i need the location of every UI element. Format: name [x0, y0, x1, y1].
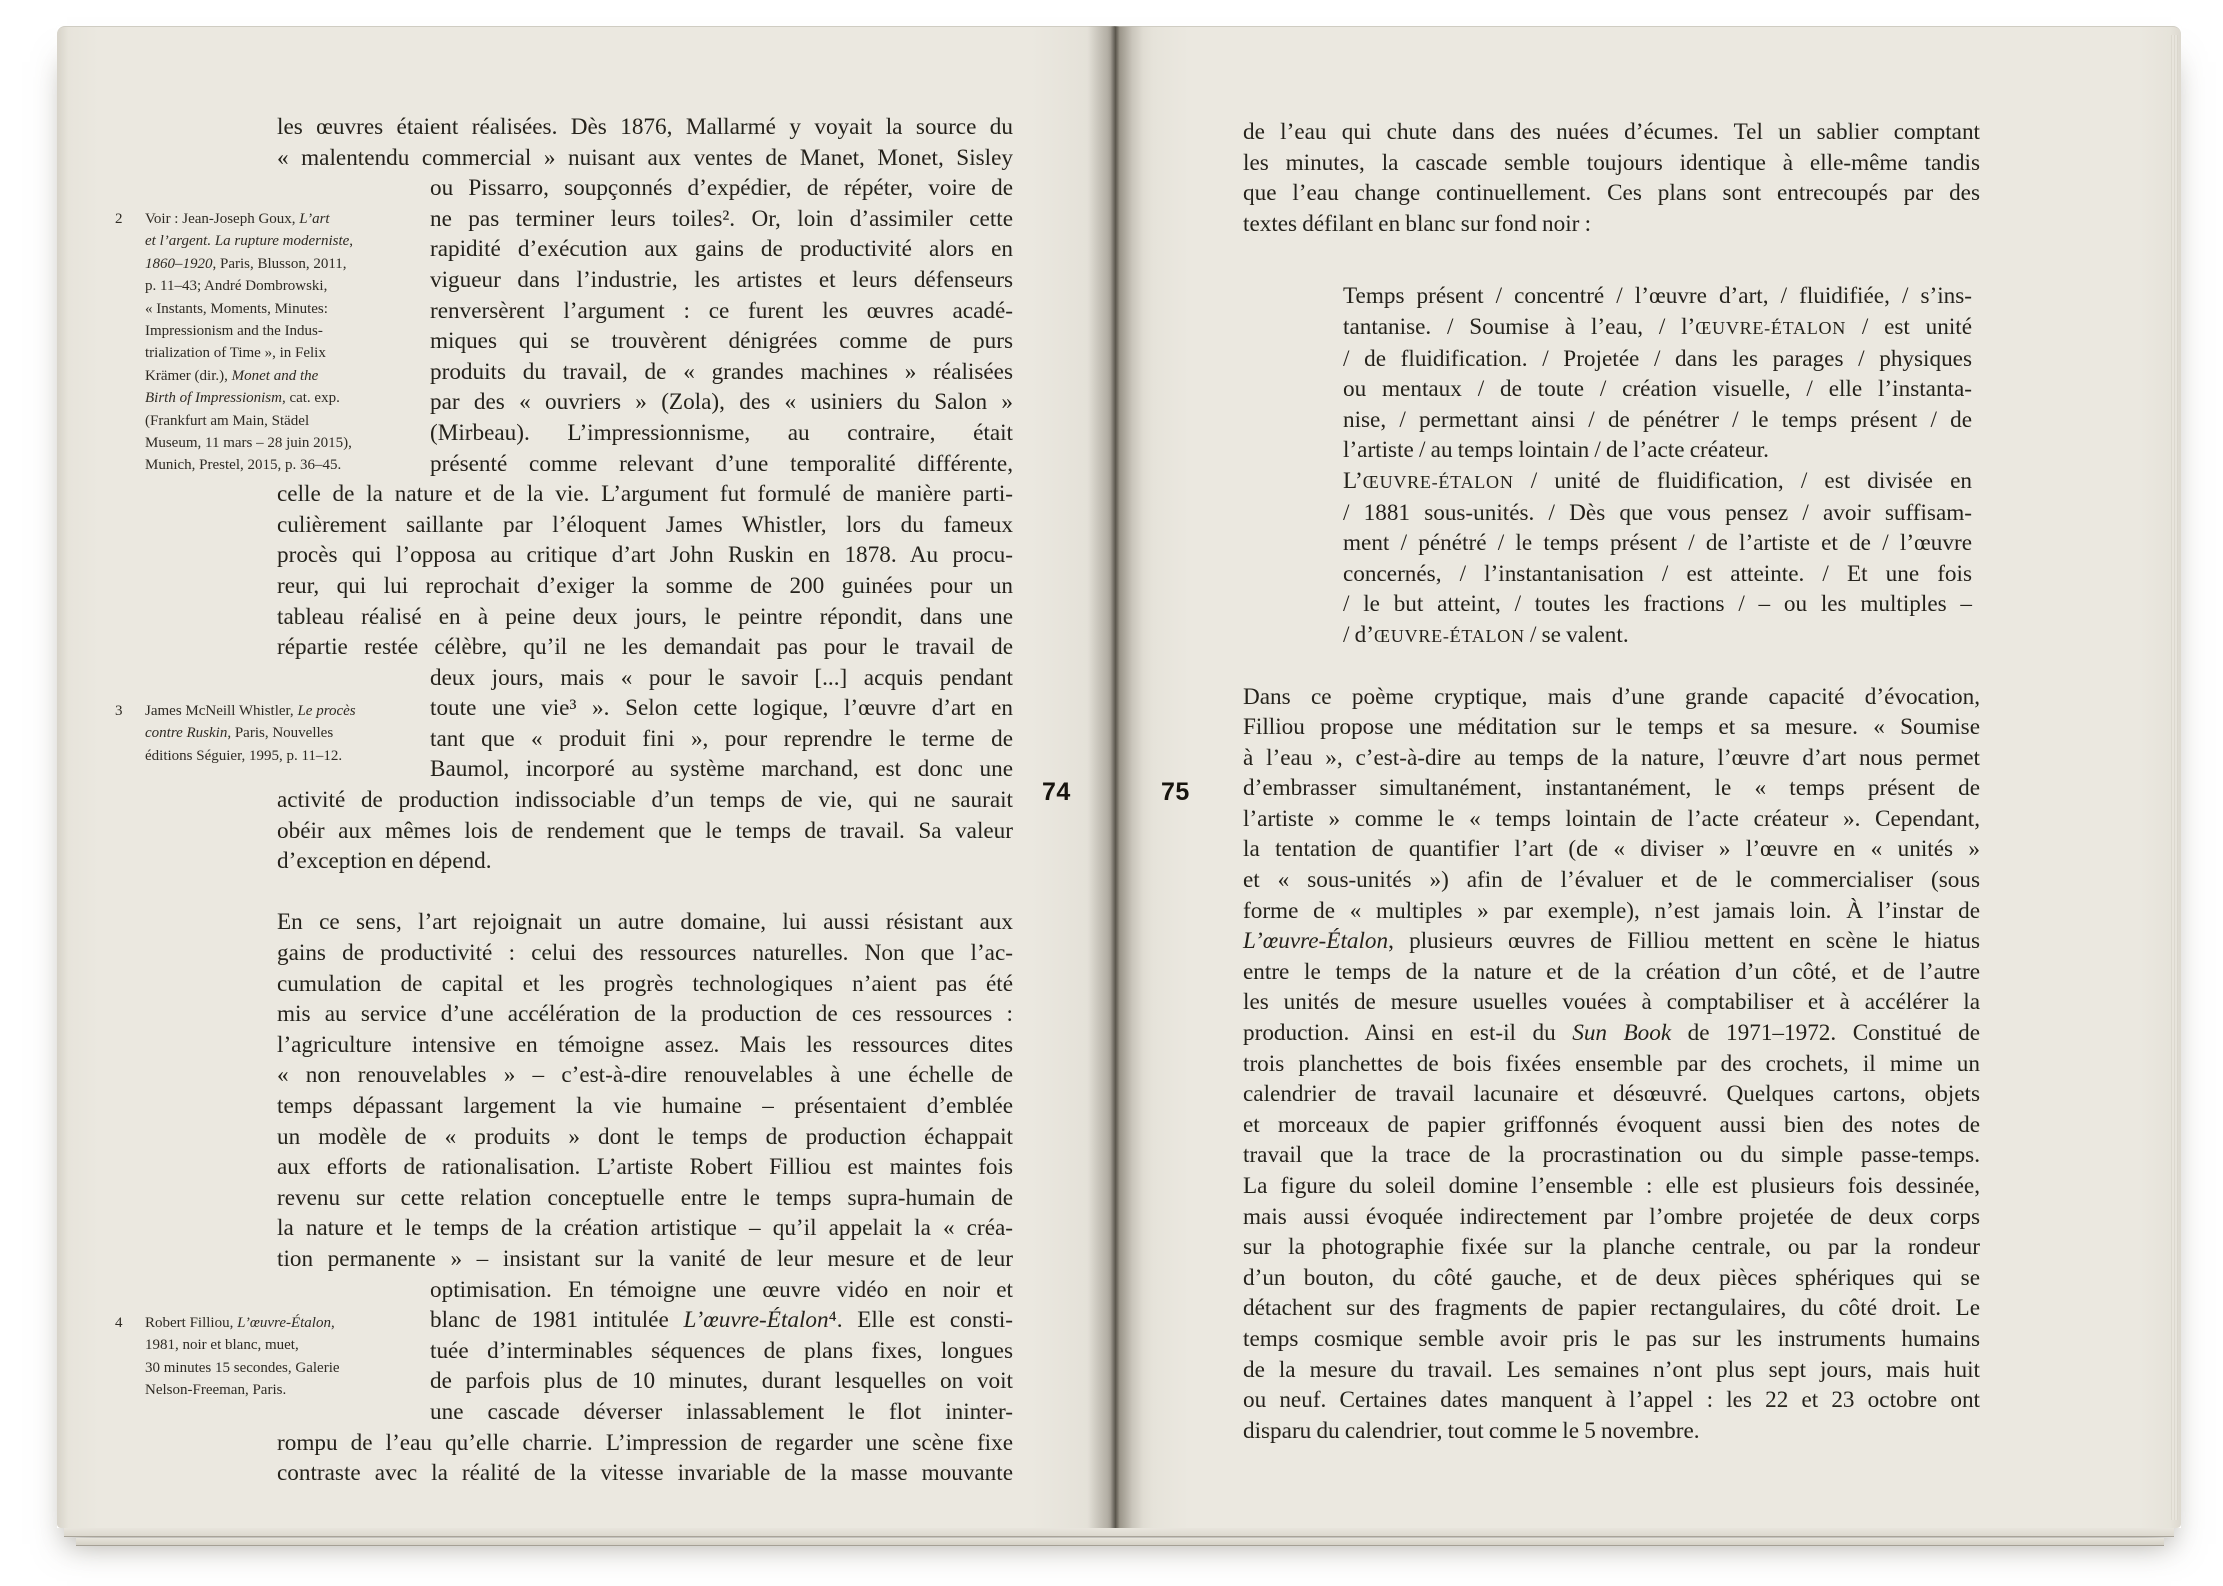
text-line: / d’ŒUVRE-ÉTALON / se valent. — [1343, 621, 1629, 648]
text-line: ou neuf. Certaines dates manquent à l’appel : les 22 et 23 octobre ont — [1243, 1387, 1980, 1414]
text-line: nise, / permettant ainsi / de pénétrer / le temps présent / de — [1343, 406, 1972, 433]
body-paragraph — [1243, 682, 1980, 1447]
text-line: mais aussi évoquée indirectement par l’ombre projetée de deux corps — [1243, 1203, 1980, 1230]
text-line: d’exception en dépend. — [277, 848, 492, 875]
text-line: mis au service d’une accélération de la production de ces ressources : — [277, 1001, 1013, 1028]
text-line: miques qui se trouvèrent dénigrées comme de purs — [430, 328, 1013, 355]
margin-note-2 — [115, 208, 405, 477]
text-line: aux efforts de rationalisation. L’artiste Robert Filliou est maintes fois — [277, 1154, 1013, 1181]
text-line: Voir : Jean-Joseph Goux, L’art — [145, 211, 330, 227]
note-number: 2 — [115, 211, 123, 227]
text-line: une cascade déverser inlassablement le flot ininter- — [430, 1398, 1013, 1425]
text-line: de la mesure du travail. Les semaines n’ont plus sept jours, mais huit — [1243, 1356, 1980, 1383]
text-line: En ce sens, l’art rejoignait un autre domaine, lui aussi résistant aux — [277, 909, 1013, 936]
text-line: détachent sur des fragments de papier rectangulaires, du côté droit. Le — [1243, 1295, 1980, 1322]
text-line: l’artiste / au temps lointain / de l’acte créateur. — [1343, 437, 1769, 464]
text-line: toute une vie³ ». Selon cette logique, l’œuvre d’art en — [430, 695, 1013, 722]
text-line: La figure du soleil domine l’ensemble : elle est plusieurs fois dessinée, — [1243, 1173, 1980, 1199]
text-line: Krämer (dir.), Monet and the — [145, 367, 319, 384]
text-line: blanc de 1981 intitulée L’œuvre-Étalon⁴. Elle est consti- — [430, 1307, 1013, 1334]
text-line: entre le temps de la nature et de la création d’un côté, et de l’autre — [1243, 958, 1980, 985]
text-line: d’embrasser simultanément, instantanément, le « temps présent de — [1243, 775, 1980, 802]
body-paragraph — [1243, 117, 1980, 239]
text-line: présenté comme relevant d’une temporalité différente, — [430, 450, 1013, 477]
text-line: tion permanente » – insistant sur la vanité de leur mesure et de leur — [277, 1245, 1013, 1272]
text-line: Temps présent / concentré / l’œuvre d’art, / fluidifiée, / s’ins- — [1343, 283, 1972, 310]
text-line: activité de production indissociable d’un temps de vie, qui ne saurait — [277, 787, 1013, 814]
text-line: les œuvres étaient réalisées. Dès 1876, Mallarmé y voyait la source du — [277, 114, 1013, 140]
text-line: Robert Filliou, L’œuvre-Étalon, — [145, 1315, 335, 1331]
text-line: sur la photographie fixée sur la planche centrale, ou par la rondeur — [1243, 1234, 1980, 1261]
note-text — [145, 700, 405, 767]
block-quote — [1343, 281, 1972, 651]
text-line: Birth of Impressionism, cat. exp. — [145, 390, 340, 407]
text-line: la nature et le temps de la création artistique – qu’il appelait la « créa- — [277, 1215, 1013, 1242]
text-line: rompu de l’eau qu’elle charrie. L’impression de regarder une scène fixe — [277, 1429, 1013, 1456]
text-line: p. 11–43; André Dombrowski, — [145, 278, 328, 295]
text-line: trialization of Time », in Felix — [145, 345, 326, 362]
text-line: calendrier de travail lacunaire et désœuvré. Quelques cartons, objets — [1243, 1081, 1980, 1108]
text-line: « Instants, Moments, Minutes: — [145, 300, 328, 317]
text-line: celle de la nature et de la vie. L’argument fut formulé de manière parti- — [277, 481, 1013, 508]
text-line: Munich, Prestel, 2015, p. 36–45. — [145, 457, 342, 474]
text-line: produits du travail, de « grandes machines » réalisées — [430, 358, 1013, 385]
text-line: et l’argent. La rupture moderniste, — [145, 233, 354, 250]
text-line: contre Ruskin, Paris, Nouvelles — [145, 725, 334, 742]
text-line: Baumol, incorporé au système marchand, est donc une — [430, 756, 1013, 783]
text-line: tant que « produit fini », pour reprendre le terme de — [430, 725, 1013, 752]
text-line: (Frankfurt am Main, Städel — [145, 412, 310, 429]
text-line: tantanise. / Soumise à l’eau, / l’ŒUVRE-ÉTALON / est unité — [1343, 313, 1972, 340]
text-line: concernés, / l’instantanisation / est atteinte. / Et une fois — [1343, 560, 1972, 587]
text-line: gains de productivité : celui des ressources naturelles. Non que l’ac- — [277, 940, 1013, 967]
text-line: que l’eau change continuellement. Ces plans sont entrecoupés par des — [1243, 180, 1980, 207]
text-line: L’ŒUVRE-ÉTALON / unité de fluidification, / est divisée en — [1343, 467, 1972, 494]
text-line: 1981, noir et blanc, muet, — [145, 1337, 299, 1354]
text-line: répartie restée célèbre, qu’il ne les demandait pas pour le travail de — [277, 634, 1013, 661]
text-line: un modèle de « produits » dont le temps de production échappait — [277, 1123, 1013, 1150]
text-line: à l’eau », c’est-à-dire au temps de la nature, l’œuvre d’art nous permet — [1243, 744, 1980, 771]
text-line: de l’eau qui chute dans des nuées d’écumes. Tel un sablier comptant — [1243, 119, 1980, 145]
text-line: de parfois plus de 10 minutes, durant lesquelles on voit — [430, 1368, 1013, 1395]
text-line: tuée d’interminables séquences de plans fixes, longues — [430, 1337, 1013, 1364]
right-page-body — [1243, 117, 1980, 1446]
text-line: rapidité d’exécution aux gains de productivité alors en — [430, 236, 1013, 263]
text-line: Nelson-Freeman, Paris. — [145, 1382, 287, 1399]
page-edge-stack — [76, 1538, 2164, 1546]
text-line: renversèrent l’argument : ce furent les œuvres acadé- — [430, 297, 1013, 324]
text-line: procès qui l’opposa au critique d’art John Ruskin en 1878. Au procu- — [277, 542, 1013, 569]
text-line: l’agriculture intensive en témoigne assez. Mais les ressources dites — [277, 1031, 1013, 1058]
text-line: forme de « multiples » par exemple), n’est jamais loin. À l’instar de — [1243, 897, 1980, 924]
text-line: optimisation. En témoigne une œuvre vidéo en noir et — [430, 1276, 1013, 1303]
note-number: 3 — [115, 703, 123, 719]
note-text — [145, 1312, 405, 1402]
text-line: reur, qui lui reprochait d’exiger la somme de 200 guinées pour un — [277, 572, 1013, 599]
text-line: par des « ouvriers » (Zola), des « usiniers du Salon » — [430, 389, 1013, 416]
text-line: temps cosmique semble avoir pris le pas sur les instruments humains — [1243, 1325, 1980, 1352]
text-line: James McNeill Whistler, Le procès — [145, 703, 356, 719]
text-line: cumulation de capital et les progrès technologiques n’aient pas été — [277, 970, 1013, 997]
right-page — [1115, 26, 2181, 1528]
text-line: la tentation de quantifier l’art (de « diviser » l’œuvre en « unités » — [1243, 836, 1980, 863]
text-line: tableau réalisé en à peine deux jours, le peintre répondit, dans une — [277, 603, 1013, 630]
text-line: (Mirbeau). L’impressionnisme, au contraire, était — [430, 419, 1013, 446]
text-line: contraste avec la réalité de la vitesse invariable de la masse mouvante — [277, 1460, 1013, 1487]
text-line: Filliou propose une méditation sur le temps et sa mesure. « Soumise — [1243, 714, 1980, 741]
text-line: trois planchettes de bois fixées ensemble par des crochets, il mime un — [1243, 1050, 1980, 1077]
page-number-left: 74 — [1042, 778, 1071, 806]
text-line: 1860–1920, Paris, Blusson, 2011, — [145, 255, 347, 272]
text-line: et morceaux de papier griffonnés évoquent aussi bien des notes de — [1243, 1111, 1980, 1138]
margin-note-3 — [115, 700, 405, 767]
text-line: culièrement saillante par l’éloquent James Whistler, lors du fameux — [277, 511, 1013, 538]
text-line: les minutes, la cascade semble toujours identique à elle-même tandis — [1243, 149, 1980, 176]
text-line: Museum, 11 mars – 28 juin 2015), — [145, 435, 352, 452]
text-line: textes défilant en blanc sur fond noir : — [1243, 210, 1592, 237]
note-text — [145, 208, 405, 477]
book-spread — [57, 26, 2181, 1528]
text-line: vigueur dans l’industrie, les artistes et leurs défenseurs — [430, 266, 1013, 293]
text-line: éditions Séguier, 1995, p. 11–12. — [145, 747, 343, 764]
text-line: Dans ce poème cryptique, mais d’une grande capacité d’évocation, — [1243, 683, 1980, 710]
text-line: ment / pénétré / le temps présent / de l’artiste et de / l’œuvre — [1343, 530, 1972, 557]
text-line: ou mentaux / de toute / création visuelle, / elle l’instanta- — [1343, 376, 1972, 403]
text-line: production. Ainsi en est-il du Sun Book de 1971–1972. Constitué de — [1243, 1020, 1980, 1047]
text-line: deux jours, mais « pour le savoir [...] acquis pendant — [430, 664, 1013, 691]
text-line: et « sous-unités ») afin de l’évaluer et de le commercialiser (sous — [1243, 867, 1980, 894]
text-line: travail que la trace de la procrastination ou du simple passe-temps. — [1243, 1142, 1980, 1169]
page-number-right: 75 — [1161, 778, 1190, 806]
text-line: ne pas terminer leurs toiles². Or, loin d’assimiler cette — [430, 205, 1013, 232]
text-line: les unités de mesure usuelles vouées à comptabiliser et à accélérer la — [1243, 989, 1980, 1016]
text-line: / 1881 sous-unités. / Dès que vous pensez / avoir suffisam- — [1343, 499, 1972, 526]
text-line: / de fluidification. / Projetée / dans les parages / physiques — [1343, 345, 1972, 372]
text-line: Impressionism and the Indus- — [145, 323, 323, 340]
text-line: l’artiste » comme le « temps lointain de l’acte créateur ». Cependant, — [1243, 805, 1980, 832]
text-line: temps dépassant largement la vie humaine – présentaient d’emblée — [277, 1093, 1013, 1119]
text-line: revenu sur cette relation conceptuelle entre le temps supra-humain de — [277, 1184, 1013, 1211]
page-edge-stack — [64, 1528, 2174, 1537]
text-line: disparu du calendrier, tout comme le 5 novembre. — [1243, 1417, 1700, 1444]
text-line: « non renouvelables » – c’est-à-dire renouvelables à une échelle de — [277, 1062, 1013, 1089]
text-line: obéir aux mêmes lois de rendement que le temps de travail. Sa valeur — [277, 817, 1013, 844]
margin-note-4 — [115, 1312, 405, 1402]
text-line: L’œuvre-Étalon, plusieurs œuvres de Filliou mettent en scène le hiatus — [1243, 928, 1980, 955]
left-page — [57, 26, 1115, 1528]
text-line: / le but atteint, / toutes les fractions / – ou les multiples – — [1343, 591, 1972, 618]
text-line: « malentendu commercial » nuisant aux ventes de Manet, Monet, Sisley — [277, 144, 1013, 171]
text-line: ou Pissarro, soupçonnés d’expédier, de répéter, voire de — [430, 175, 1013, 202]
text-line: d’un bouton, du côté gauche, et de deux pièces sphériques qui se — [1243, 1264, 1980, 1291]
note-number: 4 — [115, 1315, 123, 1331]
text-line: 30 minutes 15 secondes, Galerie — [145, 1359, 340, 1376]
